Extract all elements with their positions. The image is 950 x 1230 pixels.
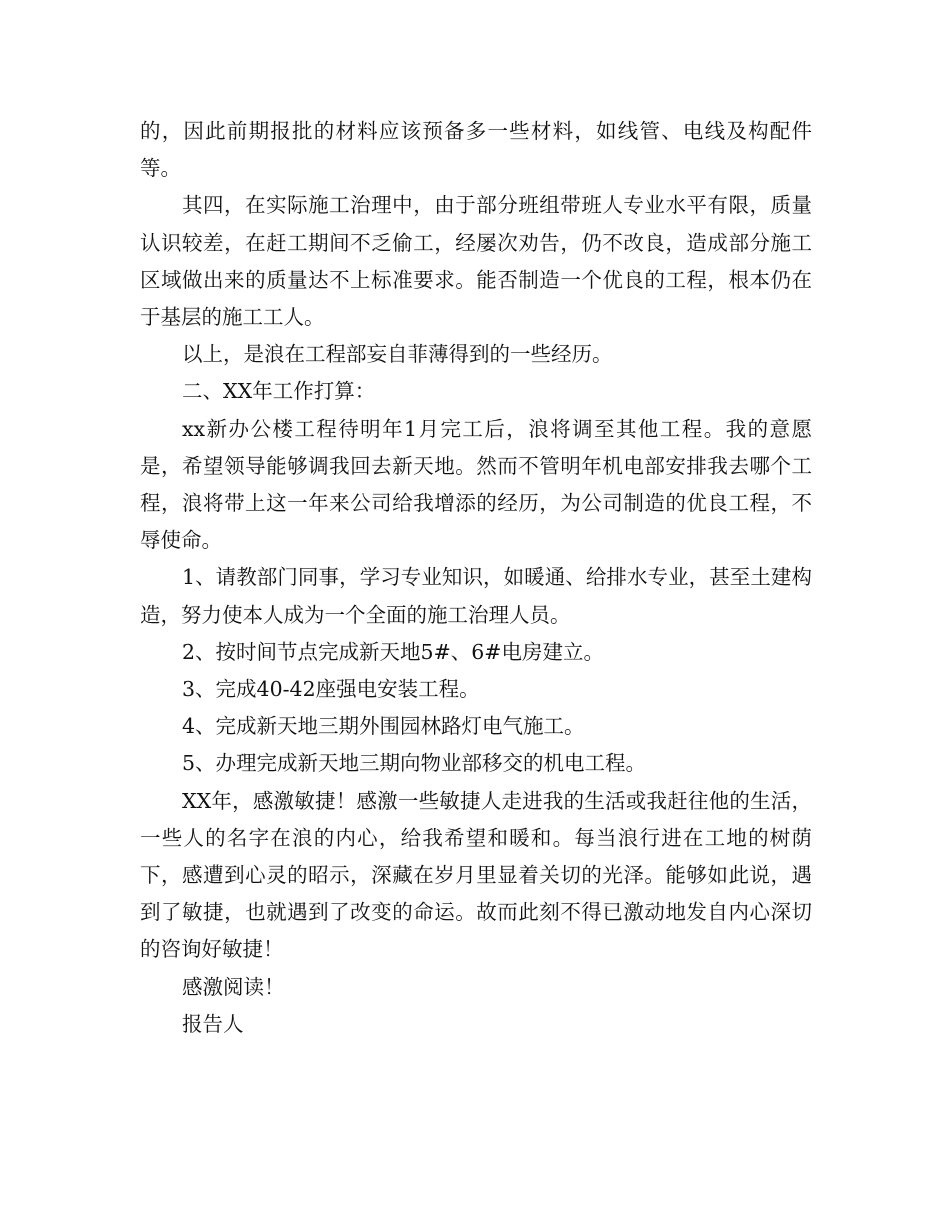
closing-thanks: 感激阅读！ <box>182 974 285 999</box>
paragraph-summary: 以上，是浪在工程部妄自菲薄得到的一些经历。 <box>182 342 613 367</box>
paragraph-gratitude: XX年，感激敏捷！感激一些敏捷人走进我的生活或我赶往他的生活，一些人的名字在浪的内心，给我希望和暖和。每当浪行进在工地的树荫下，感遭到心灵的昭示，深藏在岁月里显着关切的光泽。能够如此说，遇到了敏捷，也就遇到了改变的命运。故而此刻不得已激动地发自内心深切的咨询好敏捷！ <box>140 788 812 962</box>
plan-item-1: 1、请教部门同事，学习专业知识，如暖通、给排水专业，甚至土建构造，努力使本人成为一个全面的施工治理人员。 <box>140 565 812 627</box>
plan-item-5: 5、办理完成新天地三期向物业部移交的机电工程。 <box>182 751 647 776</box>
paragraph-point-four: 其四，在实际施工治理中，由于部分班组带班人专业水平有限，质量认识较差，在赶工期间不乏偷工，经屡次劝告，仍不改良，造成部分施工区域做出来的质量达不上标准要求。能否制造一个优良的工程，根本仍在于基层的施工工人。 <box>140 193 812 330</box>
signature-reporter: 报告人 <box>182 1011 244 1036</box>
paragraph-plan-intro: xx新办公楼工程待明年1月完工后，浪将调至其他工程。我的意愿是，希望领导能够调我回去新天地。然而不管明年机电部安排我去哪个工程，浪将带上这一年来公司给我增添的经历，为公司制造的优良工程，不辱使命。 <box>140 416 812 553</box>
document-page <box>140 113 812 1043</box>
paragraph-continuation: 的，因此前期报批的材料应该预备多一些材料，如线管、电线及构配件等。 <box>140 119 812 181</box>
section-heading-work-plan: 二、XX年工作打算： <box>182 379 376 404</box>
plan-item-3: 3、完成40-42座强电安装工程。 <box>182 677 480 702</box>
plan-item-2: 2、按时间节点完成新天地5#、6#电房建立。 <box>182 639 604 664</box>
plan-item-4: 4、完成新天地三期外围园林路灯电气施工。 <box>182 714 585 739</box>
